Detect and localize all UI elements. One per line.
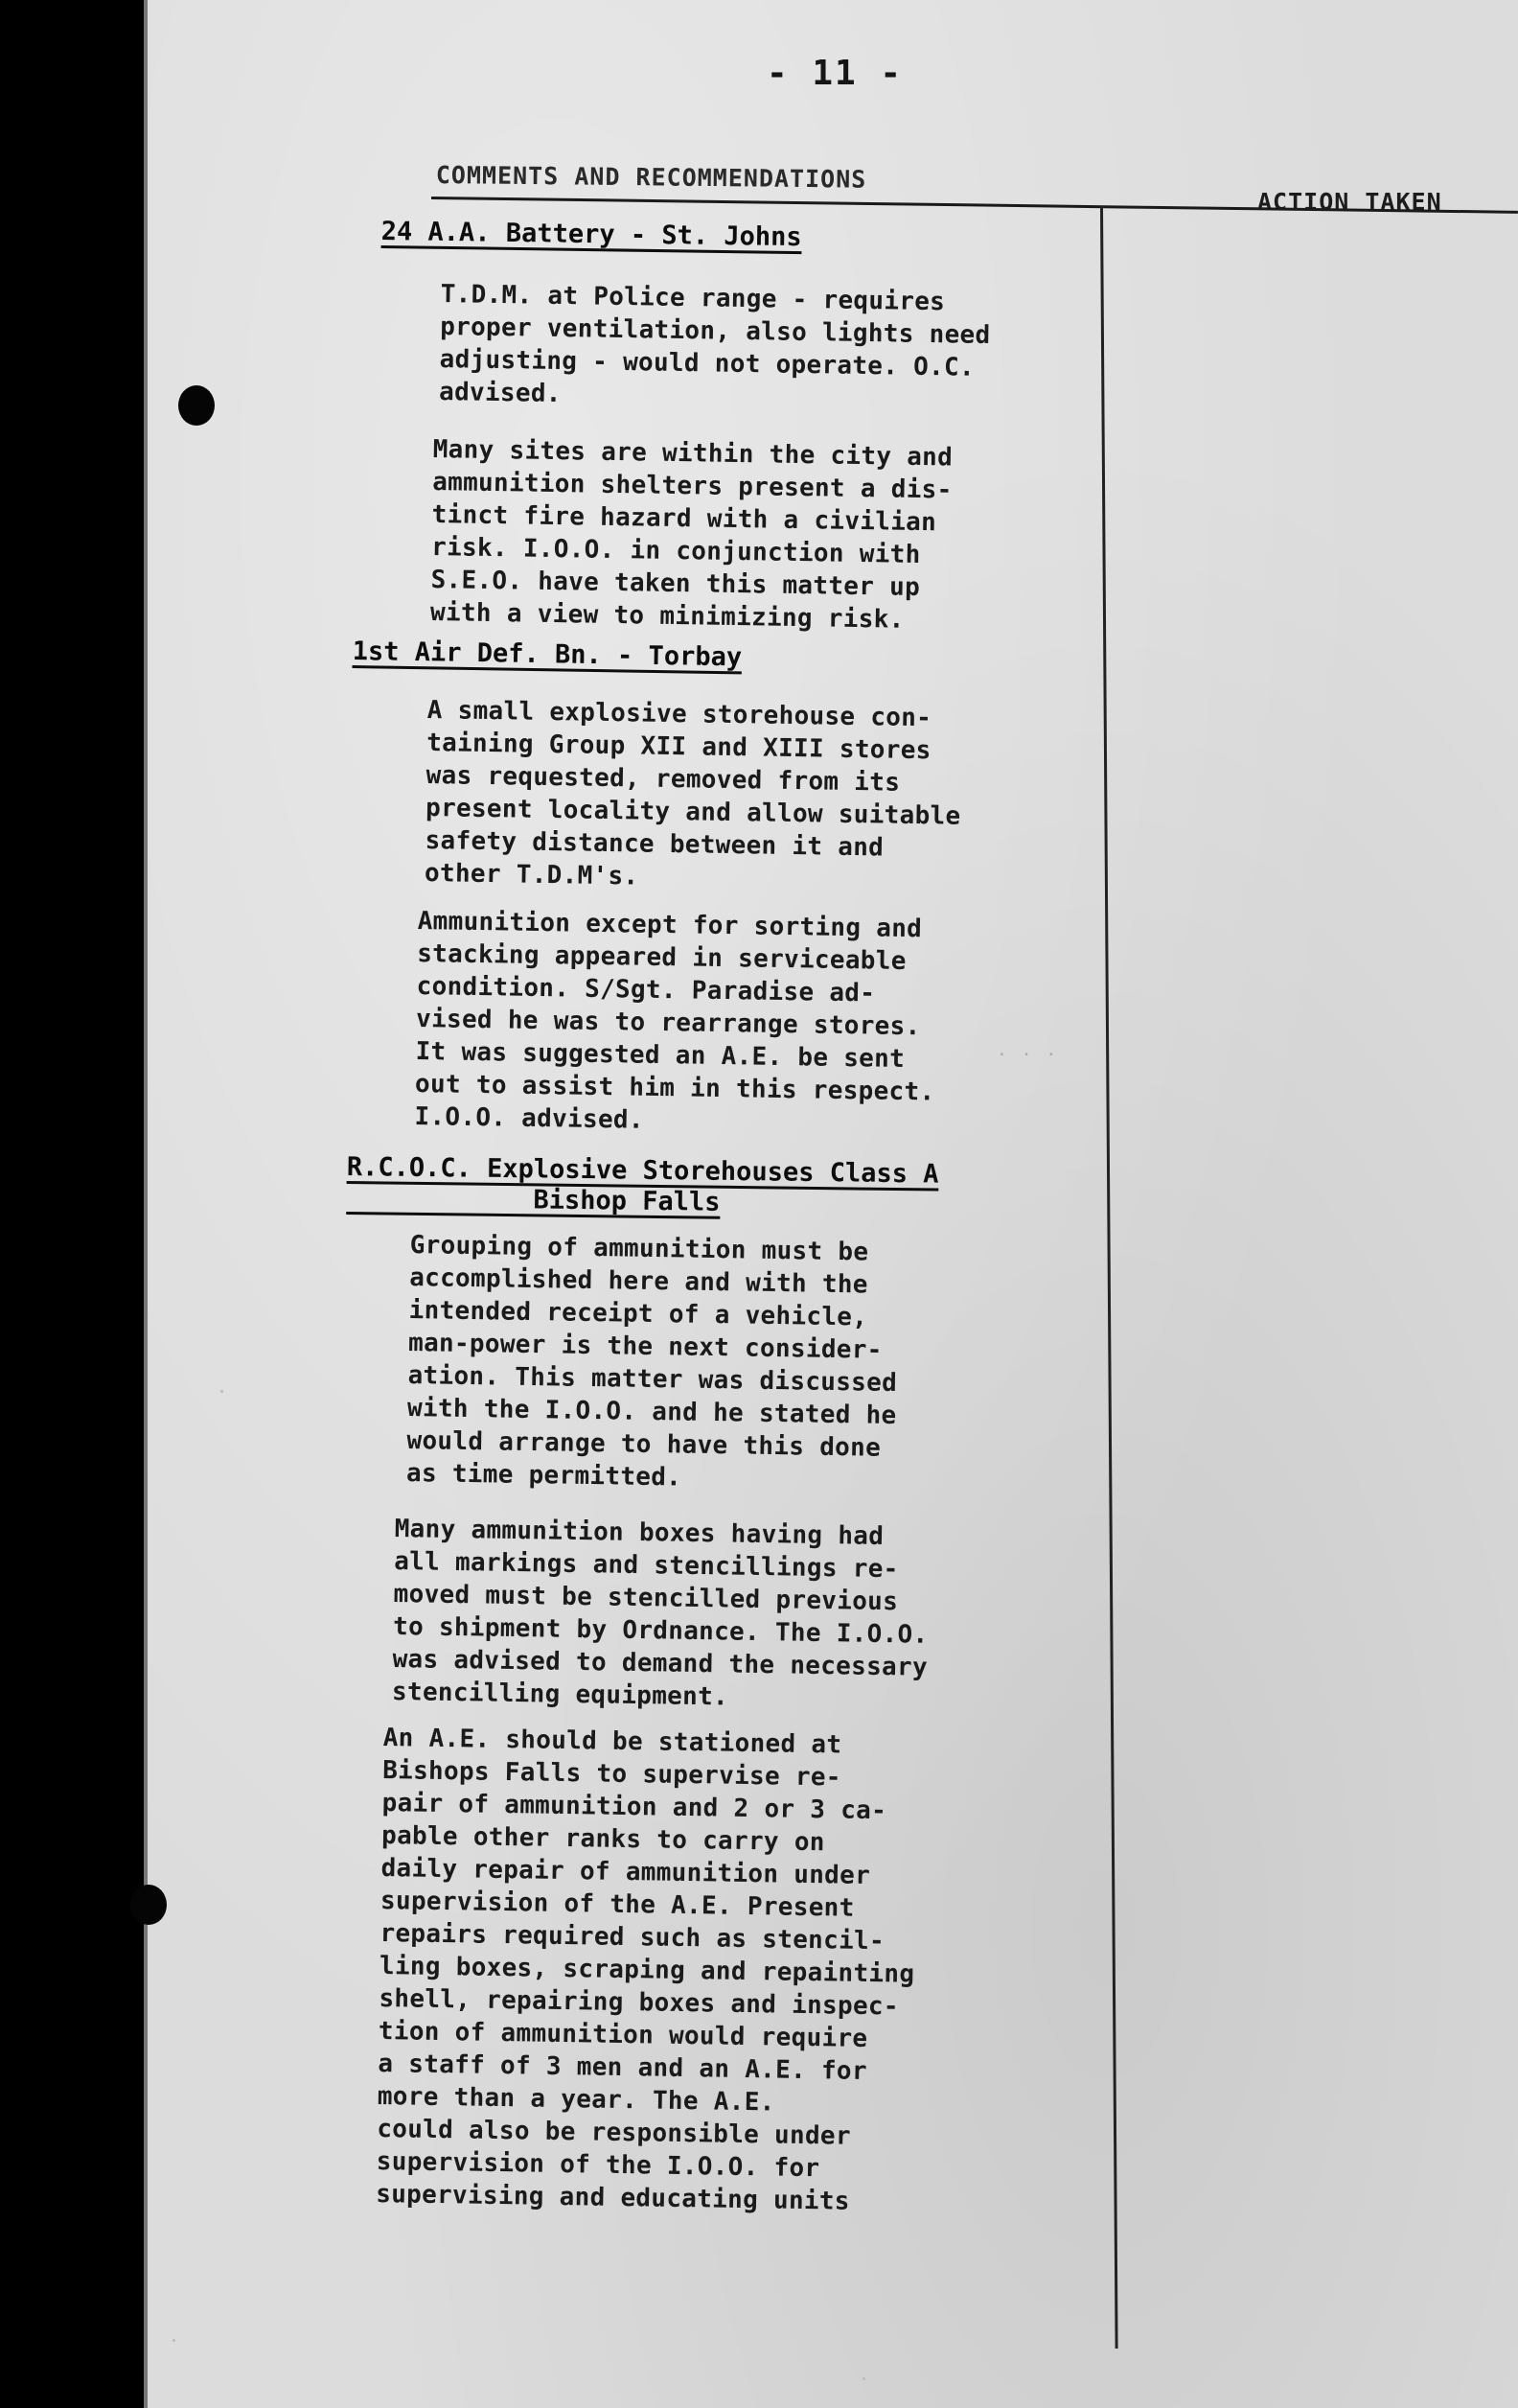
speck: [172, 2339, 175, 2342]
section-heading-24-aa-battery: 24 A.A. Battery - St. Johns: [380, 217, 802, 253]
faint-bleed-through-mark: · · ·: [997, 1045, 1059, 1065]
paragraph-grouping-of-ammunition: Grouping of ammunition must be accomplished here and with the intended receipt of a vehicle, man-power is the next consider- ation. This matter was discussed with the I.O.O. and he stated he would arrange to have this done as time permitted.: [405, 1230, 898, 1493]
header-action-taken: ACTION TAKEN: [1257, 188, 1442, 216]
paragraph-tdm-police-range: T.D.M. at Police range - requires proper ventilation, also lights need adjusting - would not operate. O.C. advised.: [438, 279, 991, 408]
page-left-edge: [144, 0, 148, 2408]
paragraph-city-sites-fire-hazard: Many sites are within the city and ammunition shelters present a dis- tinct fire hazard with a civilian risk. I.O.O. in conjunction with S.E.O. have taken this matter up with a view to minimizing risk.: [429, 434, 954, 635]
paragraph-ae-stationed-bishops-falls: An A.E. should be stationed at Bishops Falls to supervise re- pair of ammunition and 2 or 3 ca- pable other ranks to carry on daily repair of ammunition under supervision of the A.E. Present repairs required such as stencil- ling boxes, scraping and repainting shell, repairing boxes and inspec- tion of ammunition would require a staff of 3 men and an A.E. for more than a year. The A.E. could also be responsible under supervision of the I.O.O. for supervising and educating units: [376, 1723, 915, 2216]
header-comments-and-recommendations: COMMENTS AND RECOMMENDATIONS: [435, 161, 867, 194]
section-heading-rcoc-bishop-falls: R.C.O.C. Explosive Storehouses Class A Bishop Falls: [346, 1152, 939, 1217]
punch-hole-bottom: [130, 1885, 167, 1925]
paragraph-ammunition-serviceable: Ammunition except for sorting and stacking appeared in serviceable condition. S/Sgt. Paradise ad- vised he was to rearrange stores. It was suggested an A.E. be sent out to assist him in this respect. I.O.O. advised.: [414, 906, 935, 1135]
punch-hole-top: [178, 385, 215, 426]
speck: [220, 1390, 223, 1393]
section-heading-1st-air-def-bn: 1st Air Def. Bn. - Torbay: [352, 637, 743, 673]
speck: [862, 2377, 865, 2380]
paragraph-small-explosive-storehouse: A small explosive storehouse con- taining Group XII and XIII stores was requested, removed from its present locality and allow suitable safety distance between it and other T.D.M's.: [424, 695, 961, 891]
page-number: - 11 -: [767, 54, 904, 93]
paragraph-ammunition-boxes-stencilling: Many ammunition boxes having had all markings and stencillings re- moved must be stencilled previous to shipment by Ordnance. The I.O.O. was advised to demand the necessary stencilling equipment.: [391, 1514, 929, 1712]
